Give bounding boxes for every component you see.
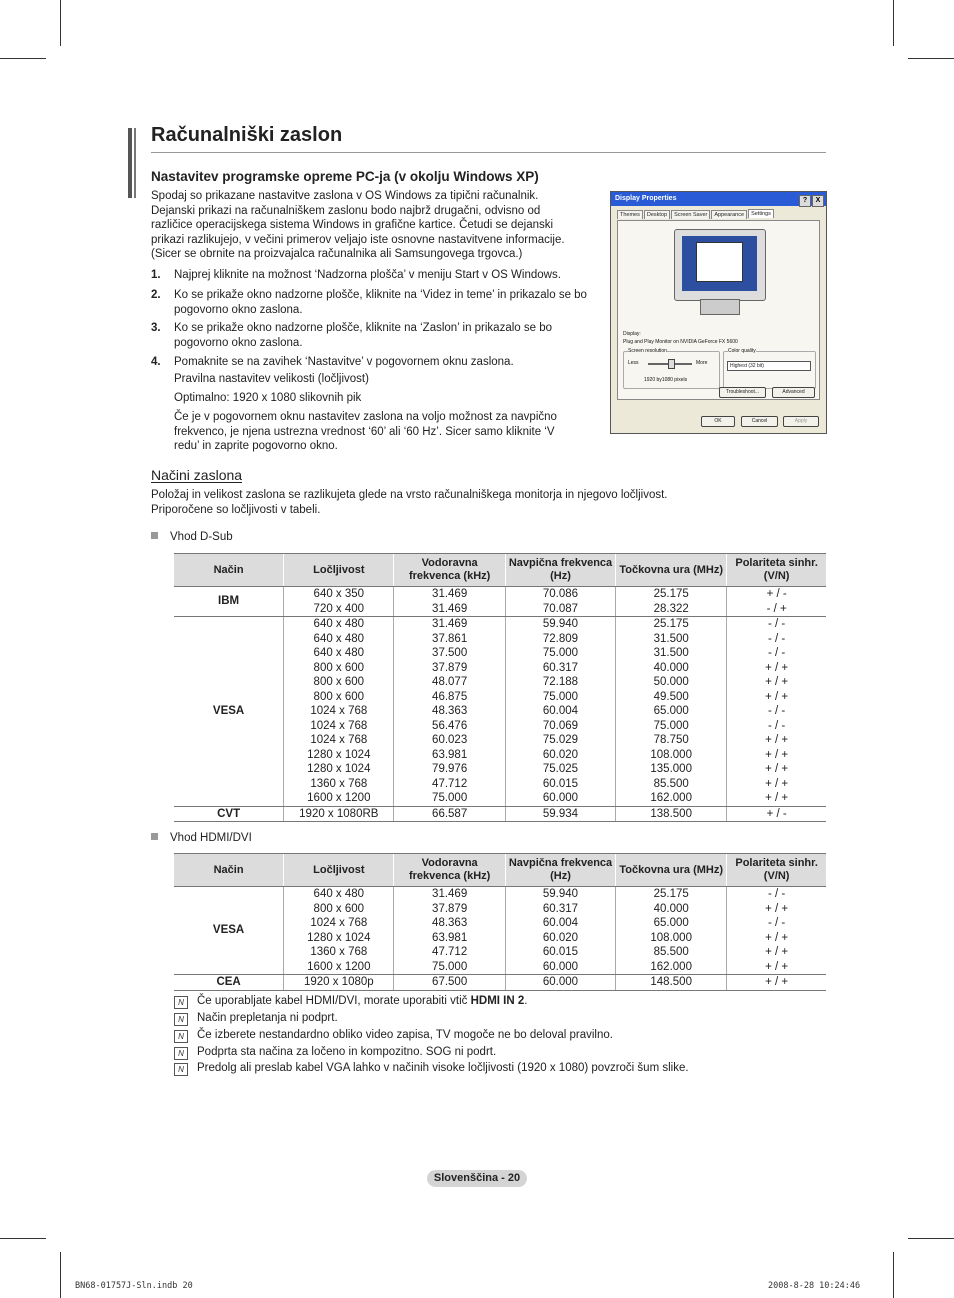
crop-mark	[0, 58, 46, 59]
value-cell	[284, 806, 394, 822]
cell-value: + / +	[765, 902, 789, 915]
note-interlace	[174, 1012, 338, 1026]
note-icon: N	[174, 1063, 188, 1076]
table-row	[174, 887, 826, 975]
cell-value: 1280 x 1024	[307, 763, 371, 775]
value-cell	[727, 806, 826, 822]
cell-value: + / +	[765, 777, 789, 790]
cell-value: 31.469	[432, 588, 468, 600]
crop-mark	[908, 58, 954, 59]
cell-value: 60.020	[542, 748, 579, 761]
note-text: Način prepletanja ni podprt.	[197, 1012, 338, 1024]
cell-value: 138.500	[650, 807, 692, 820]
intro-line: Spodaj so prikazane nastavitve zaslona v OS Windows za tipični računalnik.	[151, 190, 539, 202]
header-sync-polarity: Polariteta sinhr. (V/N)	[727, 554, 826, 587]
value-cell	[616, 617, 727, 807]
step-4	[151, 355, 591, 370]
cell-value: 31.469	[432, 888, 468, 900]
monitor-stand	[700, 299, 740, 315]
value-cell	[727, 617, 826, 807]
cell-value: 85.500	[653, 946, 689, 958]
cell-value: 800 x 600	[313, 676, 365, 688]
dsub-label-text: Vhod D-Sub	[170, 531, 233, 543]
value-cell	[394, 806, 505, 822]
cell-value: + / +	[765, 661, 789, 674]
mode-cell: VESA	[174, 617, 284, 807]
cell-value: 47.712	[432, 946, 468, 958]
cancel-button: Cancel	[741, 416, 778, 427]
cell-value: 40.000	[653, 661, 689, 674]
cell-value: + / +	[765, 792, 789, 804]
dialog-tabs	[617, 210, 775, 219]
intro-line: Dejanski prikazi na računalniškem zaslonu bodo najbrž drugačni, odvisno od	[151, 204, 541, 217]
cell-value: 49.500	[653, 690, 689, 703]
more-label: More	[696, 360, 708, 366]
cell-value: 75.000	[432, 792, 468, 804]
cell-value: 59.940	[542, 618, 579, 630]
header-vertical-frequency: Navpična frekvenca (Hz)	[505, 554, 615, 587]
cell-value: 148.500	[650, 976, 692, 988]
slider-thumb	[668, 359, 675, 369]
cell-value: - / -	[768, 618, 786, 630]
cell-value: 60.000	[542, 976, 579, 988]
hdmi-label-text: Vhod HDMI/DVI	[170, 832, 252, 844]
square-bullet-icon	[151, 532, 158, 539]
cell-value: 79.976	[432, 763, 468, 775]
dsub-label	[151, 531, 233, 543]
cell-value: 37.879	[432, 661, 468, 674]
cell-value: - / -	[768, 647, 786, 659]
note-bold-text: HDMI IN 2	[470, 995, 525, 1007]
ok-button: OK	[701, 416, 735, 427]
step-number: 2.	[151, 289, 161, 301]
cell-value: 1600 x 1200	[307, 960, 371, 973]
cell-value: 1600 x 1200	[307, 792, 371, 804]
cell-value: 1360 x 768	[310, 777, 368, 790]
cell-value: 56.476	[432, 719, 468, 732]
cell-value: + / +	[765, 734, 789, 746]
cell-value: 162.000	[650, 960, 692, 973]
display-properties-screenshot	[610, 191, 827, 434]
value-cell	[727, 975, 826, 991]
value-cell	[505, 587, 615, 617]
value-cell	[616, 806, 727, 822]
cell-value: + / +	[765, 763, 789, 775]
cell-value: 63.981	[432, 748, 468, 761]
cell-value: 1280 x 1024	[307, 931, 371, 944]
cell-value: 31.500	[653, 647, 689, 659]
step-number: 1.	[151, 269, 161, 281]
page-number-badge: Slovenščina - 20	[427, 1170, 527, 1187]
note-text: Če izberete nestandardno obliko video zapisa, TV mogoče ne bo deloval pravilno.	[197, 1029, 613, 1041]
value-cell	[727, 887, 826, 975]
cell-value: 25.175	[653, 618, 689, 630]
title-accent-bar	[134, 128, 136, 198]
section-title-display-modes: Načini zaslona	[151, 467, 243, 483]
cell-value: 720 x 400	[313, 602, 365, 615]
cell-value: 60.000	[542, 792, 579, 804]
intro-line: prikazi razlikujejo, v večini primerov veljajo iste osnovne nastavitvene informacije.	[151, 233, 565, 246]
note-icon: N	[174, 1030, 188, 1043]
cell-value: - / -	[768, 719, 786, 732]
note-icon: N	[174, 1047, 188, 1060]
header-pixel-clock: Točkovna ura (MHz)	[616, 854, 727, 887]
cell-value: 75.029	[542, 734, 579, 746]
note-hdmi-input	[174, 995, 527, 1009]
step-4-optimal-note: Optimalno: 1920 x 1080 slikovnih pik	[174, 392, 362, 404]
cell-value: 50.000	[653, 676, 689, 688]
intro-line: Položaj in velikost zaslona se razlikujeta glede na vrsto računalniškega monitorja in njegovo ločljivost.	[151, 489, 668, 501]
value-cell	[616, 975, 727, 991]
mode-cell: CEA	[174, 975, 284, 991]
cell-value: 75.025	[542, 763, 579, 775]
crop-mark	[908, 1238, 954, 1239]
header-vertical-frequency: Navpična frekvenca (Hz)	[505, 854, 615, 887]
cell-value: 640 x 480	[313, 632, 365, 645]
print-timestamp: 2008-8-28 10:24:46	[768, 1281, 861, 1291]
step-3	[151, 321, 591, 350]
cell-value: 47.712	[432, 777, 468, 790]
value-cell	[616, 587, 727, 617]
close-icon: X	[812, 195, 824, 207]
cell-value: 75.000	[542, 690, 579, 703]
cell-value: - / -	[768, 632, 786, 645]
cell-value: 72.188	[542, 676, 579, 688]
cell-value: 60.317	[542, 902, 579, 915]
cell-value: 60.000	[542, 960, 579, 973]
cell-value: + / +	[765, 976, 789, 988]
cell-value: - / -	[768, 705, 786, 717]
cell-value: 640 x 350	[313, 588, 365, 600]
value-cell	[284, 617, 394, 807]
cell-value: 59.940	[542, 888, 579, 900]
cell-value: 1280 x 1024	[307, 748, 371, 761]
cell-value: 1024 x 768	[310, 734, 368, 746]
crop-mark	[60, 1252, 61, 1298]
cell-value: + / +	[765, 690, 789, 703]
cell-value: 75.000	[653, 719, 689, 732]
print-file-info: BN68-01757J-Sln.indb 20	[75, 1281, 193, 1291]
crop-mark	[0, 1238, 46, 1239]
cell-value: 60.004	[542, 705, 579, 717]
header-pixel-clock: Točkovna ura (MHz)	[616, 554, 727, 587]
value-cell	[505, 617, 615, 807]
cell-value: + / +	[765, 931, 789, 944]
resolution-value: 1920 by1080 pixels	[644, 377, 688, 383]
tab-themes: Themes	[617, 210, 643, 219]
cell-value: 31.500	[653, 632, 689, 645]
cell-value: 28.322	[653, 602, 689, 615]
note-sync	[174, 1046, 496, 1060]
tab-settings: Settings	[748, 209, 774, 218]
value-cell	[505, 887, 615, 975]
step-4-resolution-note: Pravilna nastavitev velikosti (ločljivost)	[174, 373, 369, 385]
cell-value: 640 x 480	[313, 618, 365, 630]
cell-value: 31.469	[432, 618, 468, 630]
step-text: Ko se prikaže okno nadzorne plošče, kliknite na ‘Videz in teme’ in prikazalo se bo pogovorno okno zaslona.	[174, 289, 587, 316]
cell-value: 67.500	[432, 976, 468, 988]
mode-cell: VESA	[174, 887, 284, 975]
cell-value: 640 x 480	[313, 647, 365, 659]
cell-value: 1920 x 1080RB	[299, 807, 379, 820]
value-cell	[394, 887, 505, 975]
display-value: Plug and Play Monitor on NVIDIA GeForce FX 5600	[623, 339, 738, 345]
cell-value: 108.000	[650, 931, 692, 944]
header-sync-polarity: Polariteta sinhr. (V/N)	[727, 854, 826, 887]
cell-value: 48.363	[432, 917, 468, 929]
cell-value: 60.020	[542, 931, 579, 944]
step-number: 3.	[151, 322, 161, 334]
cell-value: 31.469	[432, 602, 468, 615]
color-quality-label: Color quality	[728, 348, 756, 354]
step-text: Ko se prikaže okno nadzorne plošče, kliknite na ‘Zaslon’ in prikazalo se bo pogovorno okno zaslona.	[174, 322, 553, 349]
note-text: Predolg ali preslab kabel VGA lahko v načinih visoke ločljivosti (1920 x 1080) povzroči šum slike.	[197, 1062, 689, 1074]
intro-paragraph	[151, 189, 565, 262]
cell-value: 800 x 600	[313, 661, 365, 674]
cell-value: 75.000	[542, 647, 579, 659]
cell-value: 60.015	[542, 777, 579, 790]
value-cell	[616, 887, 727, 975]
cell-value: 70.087	[542, 602, 579, 615]
note-text-end: .	[524, 995, 528, 1007]
page-title: Računalniški zaslon	[151, 124, 343, 146]
cell-value: 640 x 480	[313, 888, 365, 900]
step-number: 4.	[151, 356, 161, 368]
resolution-label: Screen resolution	[628, 348, 667, 354]
note-text: Če uporabljate kabel HDMI/DVI, morate uporabiti vtič	[197, 995, 471, 1007]
table-row	[174, 975, 826, 991]
title-divider	[151, 152, 826, 153]
cell-value: - / -	[768, 888, 786, 900]
table-row	[174, 806, 826, 822]
dialog-title: Display Properties	[615, 195, 677, 202]
table-row	[174, 617, 826, 807]
crop-mark	[893, 1252, 894, 1298]
value-cell	[284, 887, 394, 975]
step-text: Najprej kliknite na možnost ‘Nadzorna plošča’ v meniju Start v OS Windows.	[174, 269, 561, 281]
cell-value: 48.363	[432, 705, 468, 717]
dsub-modes-table	[174, 553, 826, 822]
cell-value: 25.175	[653, 888, 689, 900]
mode-cell: IBM	[174, 587, 284, 617]
value-cell	[394, 587, 505, 617]
section-title-pc-setup: Nastavitev programske opreme PC-ja (v okolju Windows XP)	[151, 169, 539, 184]
cell-value: 65.000	[653, 705, 689, 717]
cell-value: 37.500	[432, 647, 468, 659]
cell-value: 1024 x 768	[310, 719, 368, 732]
cell-value: 1024 x 768	[310, 917, 368, 929]
cell-value: - / +	[766, 602, 787, 615]
value-cell	[505, 975, 615, 991]
table-header-row	[174, 854, 826, 887]
settings-panel	[617, 220, 820, 400]
header-horizontal-frequency: Vodoravna frekvenca (kHz)	[394, 854, 505, 887]
cell-value: 37.861	[432, 632, 468, 645]
troubleshoot-button: Troubleshoot...	[719, 387, 766, 398]
cell-value: 1360 x 768	[310, 946, 368, 958]
step-1	[151, 268, 591, 283]
cell-value: + / +	[765, 960, 789, 973]
cell-value: 800 x 600	[313, 690, 365, 703]
cell-value: 66.587	[432, 807, 468, 820]
square-bullet-icon	[151, 833, 158, 840]
cell-value: 1024 x 768	[310, 705, 368, 717]
header-resolution: Ločljivost	[284, 854, 394, 887]
intro-line: Priporočene so ločljivosti v tabeli.	[151, 503, 321, 516]
cell-value: 108.000	[650, 748, 692, 761]
note-icon: N	[174, 1013, 188, 1026]
dialog-titlebar	[611, 192, 826, 206]
step-text: Pomaknite se na zavihek ‘Nastavitve’ v pogovornem oknu zaslona.	[174, 356, 514, 368]
header-mode: Način	[174, 554, 284, 587]
cell-value: 48.077	[432, 676, 468, 688]
help-icon: ?	[799, 195, 811, 207]
hdmi-label	[151, 832, 252, 844]
cell-value: 60.317	[542, 661, 579, 674]
cell-value: 40.000	[653, 902, 689, 915]
cell-value: + / -	[766, 807, 787, 820]
apply-button: Apply	[783, 416, 819, 427]
cell-value: + / +	[765, 676, 789, 688]
intro-line: različice operacijskega sistema Windows in grafične kartice. Četudi se dejanski	[151, 219, 554, 231]
cell-value: 46.875	[432, 690, 468, 703]
note-nonstandard	[174, 1029, 613, 1043]
value-cell	[727, 587, 826, 617]
cell-value: 162.000	[650, 792, 692, 804]
note-icon: N	[174, 996, 188, 1009]
cell-value: + / -	[766, 588, 787, 600]
value-cell	[394, 975, 505, 991]
modes-intro-paragraph	[151, 488, 668, 517]
advanced-button: Advanced	[772, 387, 815, 398]
intro-line: (Sicer se obrnite na proizvajalca računalnika ali Samsungovega trgovca.)	[151, 248, 523, 260]
cell-value: 78.750	[653, 734, 689, 746]
cell-value: 1920 x 1080p	[303, 976, 374, 988]
cell-value: 60.004	[542, 917, 579, 929]
cell-value: 37.879	[432, 902, 468, 915]
cell-value: 60.023	[432, 734, 468, 746]
cell-value: 135.000	[650, 763, 692, 775]
crop-mark	[893, 0, 894, 46]
cell-value: 60.015	[542, 946, 579, 958]
cell-value: 72.809	[542, 632, 579, 645]
window-icon	[696, 242, 743, 282]
cell-value: 800 x 600	[313, 902, 365, 915]
value-cell	[284, 587, 394, 617]
cell-value: 25.175	[653, 588, 689, 600]
crop-mark	[60, 0, 61, 46]
cell-value: 75.000	[432, 960, 468, 973]
value-cell	[394, 617, 505, 807]
display-label: Display:	[623, 331, 641, 337]
cell-value: 85.500	[653, 777, 689, 790]
tab-screen-saver: Screen Saver	[671, 210, 710, 219]
title-accent-bar	[128, 128, 132, 198]
less-label: Less	[628, 360, 639, 366]
header-horizontal-frequency: Vodoravna frekvenca (kHz)	[394, 554, 505, 587]
color-quality-select: Highest (32 bit)	[727, 361, 811, 371]
cell-value: 65.000	[653, 917, 689, 929]
cell-value: + / +	[765, 748, 789, 761]
value-cell	[284, 975, 394, 991]
hdmi-modes-table	[174, 853, 826, 991]
step-4-frequency-note: Če je v pogovornem oknu nastavitev zaslona na voljo možnost za navpično frekvenco, je njena ustrezna vrednost ‘60’ ali ‘60 Hz’. Sicer samo kliknite ‘V redu’ in zaprite pogovorno okno.	[174, 411, 557, 452]
table-header-row	[174, 554, 826, 587]
monitor-screen	[682, 236, 757, 291]
note-vga-cable	[174, 1062, 689, 1076]
mode-cell: CVT	[174, 806, 284, 822]
resolution-group	[623, 351, 720, 389]
header-resolution: Ločljivost	[284, 554, 394, 587]
monitor-icon	[674, 229, 766, 301]
cell-value: - / -	[768, 917, 786, 929]
step-2	[151, 288, 591, 317]
header-mode: Način	[174, 854, 284, 887]
tab-desktop: Desktop	[644, 210, 670, 219]
cell-value: 70.086	[542, 588, 579, 600]
cell-value: 70.069	[542, 719, 579, 732]
cell-value: + / +	[765, 946, 789, 958]
tab-appearance: Appearance	[711, 210, 747, 219]
cell-value: 59.934	[542, 807, 579, 820]
value-cell	[505, 806, 615, 822]
cell-value: 63.981	[432, 931, 468, 944]
table-row	[174, 587, 826, 617]
note-text: Podprta sta načina za ločeno in kompozitno. SOG ni podrt.	[197, 1046, 497, 1058]
